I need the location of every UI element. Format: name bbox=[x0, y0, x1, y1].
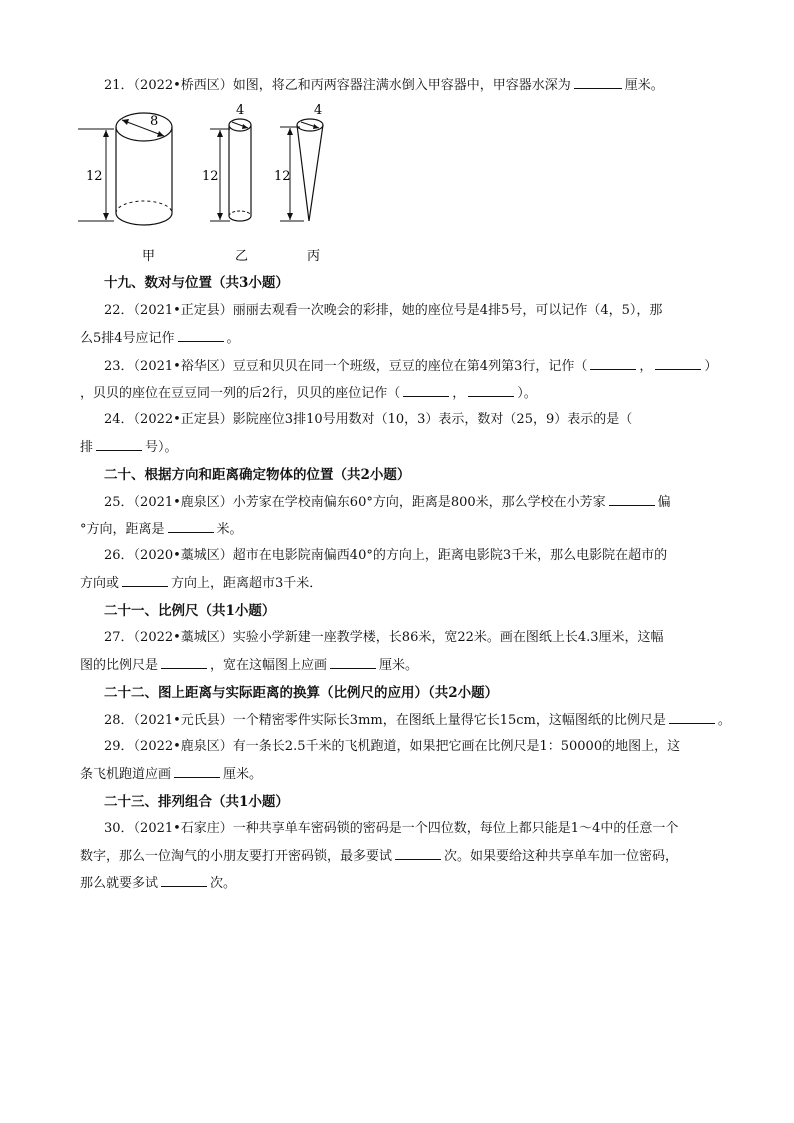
bing-label: 丙 bbox=[307, 249, 321, 264]
bing-diameter-label: 4 bbox=[314, 103, 323, 118]
question-21-unit: 厘米。 bbox=[624, 78, 664, 93]
question-25-line1: 25．（2021•鹿泉区）小芳家在学校南偏东60°方向，距离是800米，那么学校在小芳家 偏 bbox=[104, 495, 671, 510]
question-24-line2: 排 号）。 bbox=[80, 440, 178, 455]
section-23-heading: 二十三、排列组合（共1小题） bbox=[104, 794, 289, 810]
answer-blank-22[interactable] bbox=[178, 329, 224, 342]
bing-height-label: 12 bbox=[274, 169, 291, 184]
question-23-line1: 23．（2021•裕华区）豆豆和贝贝在同一个班级，豆豆的座位在第4列第3行，记作（ ， ） bbox=[104, 359, 718, 374]
yi-height-label: 12 bbox=[202, 169, 219, 184]
jia-height-label: 12 bbox=[86, 169, 103, 184]
answer-blank-23c[interactable] bbox=[403, 384, 449, 397]
question-24-line1: 24．（2022•正定县）影院座位3排10号用数对（10，3）表示，数对（25，9）表示的是（ bbox=[104, 412, 633, 427]
section-19-heading: 十九、数对与位置（共3小题） bbox=[104, 275, 289, 291]
question-28-line1: 28．（2021•元氏县）一个精密零件实际长3mm，在图纸上量得它长15cm，这幅图纸的比例尺是 。 bbox=[104, 713, 731, 728]
answer-blank-23a[interactable] bbox=[590, 357, 636, 370]
question-22-line1: 22．（2021•正定县）丽丽去观看一次晚会的彩排，她的座位号是4排5号，可以记作（4，5），那 bbox=[104, 303, 663, 318]
answer-blank-29[interactable] bbox=[174, 765, 220, 778]
answer-blank-28[interactable] bbox=[669, 711, 715, 724]
jia-diameter-label: 8 bbox=[150, 114, 159, 129]
containers-figure bbox=[76, 100, 346, 270]
answer-blank-23b[interactable] bbox=[655, 357, 701, 370]
answer-blank-27b[interactable] bbox=[330, 656, 376, 669]
question-25-line2: °方向，距离是 米。 bbox=[80, 522, 243, 537]
cone-bing bbox=[274, 103, 323, 264]
question-30-line2: 数字，那么一位淘气的小朋友要打开密码锁，最多要试 次。如果要给这种共享单车加一位密码， bbox=[80, 849, 679, 864]
jia-label: 甲 bbox=[142, 249, 156, 264]
question-22-line2: 么5排4号应记作 。 bbox=[80, 331, 240, 346]
question-26-line2: 方向或 方向上，距离超市3千米． bbox=[80, 576, 323, 591]
answer-blank-26[interactable] bbox=[122, 574, 168, 587]
cylinder-jia bbox=[78, 113, 172, 264]
question-27-line1: 27．（2022•藁城区）实验小学新建一座教学楼，长86米，宽22米。画在图纸上长4.3厘米，这幅 bbox=[104, 630, 664, 645]
question-27-line2: 图的比例尺是 ，宽在这幅图上应画 厘米。 bbox=[80, 658, 419, 673]
cylinder-yi bbox=[202, 103, 251, 264]
answer-blank-25a[interactable] bbox=[609, 493, 655, 506]
question-21-text: 21．（2022•桥西区）如图，将乙和丙两容器注满水倒入甲容器中，甲容器水深为 bbox=[104, 78, 571, 93]
question-29-line2: 条飞机跑道应画 厘米。 bbox=[80, 767, 263, 782]
question-30-line1: 30．（2021•石家庄）一种共享单车密码锁的密码是一个四位数，每位上都只能是1～4中的任意一个 bbox=[104, 821, 679, 836]
answer-blank-30b[interactable] bbox=[161, 874, 207, 887]
yi-diameter-label: 4 bbox=[236, 103, 245, 118]
section-21-heading: 二十一、比例尺（共1小题） bbox=[104, 603, 276, 619]
section-22-heading: 二十二、图上距离与实际距离的换算（比例尺的应用）（共2小题） bbox=[104, 685, 499, 701]
question-30-line3: 那么就要多试 次。 bbox=[80, 876, 237, 891]
section-20-heading: 二十、根据方向和距离确定物体的位置（共2小题） bbox=[104, 467, 411, 483]
answer-blank-21[interactable] bbox=[574, 76, 622, 89]
answer-blank-27a[interactable] bbox=[161, 656, 207, 669]
question-26-line1: 26．（2020•藁城区）超市在电影院南偏西40°的方向上，距离电影院3千米，那么电影院在超市的 bbox=[104, 548, 668, 563]
question-29-line1: 29．（2022•鹿泉区）有一条长2.5千米的飞机跑道，如果把它画在比例尺是1：50000的地图上，这 bbox=[104, 739, 681, 754]
answer-blank-23d[interactable] bbox=[468, 384, 514, 397]
answer-blank-24[interactable] bbox=[96, 438, 142, 451]
answer-blank-30a[interactable] bbox=[395, 847, 441, 860]
question-21 bbox=[104, 76, 722, 95]
yi-label: 乙 bbox=[235, 249, 249, 264]
answer-blank-25b[interactable] bbox=[168, 520, 214, 533]
question-23-line2: ，贝贝的座位在豆豆同一列的后2行，贝贝的座位记作（ ， ）。 bbox=[80, 386, 537, 401]
